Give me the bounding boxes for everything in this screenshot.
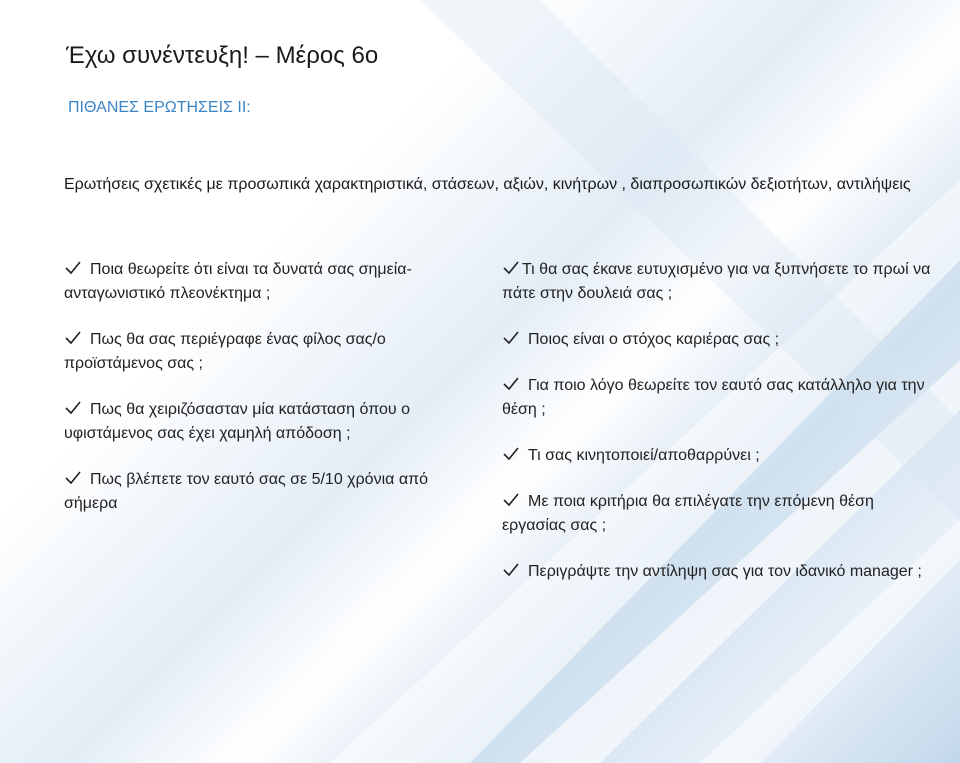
checkmark-icon — [64, 470, 82, 486]
question-item — [502, 328, 942, 352]
question-item — [502, 490, 942, 538]
question-text: Τι θα σας έκανε ευτυχισμένο για να ξυπνήσετε το πρωί να πάτε στην δουλειά σας ; — [502, 261, 931, 302]
checkmark-icon — [502, 376, 520, 392]
question-item — [64, 328, 444, 376]
checkmark-icon — [64, 330, 82, 346]
question-item — [502, 444, 942, 468]
question-item — [502, 560, 942, 584]
checkmark-icon — [502, 492, 520, 508]
question-text: Περιγράψτε την αντίληψη σας για τον ιδανικό manager ; — [528, 563, 922, 580]
question-item — [64, 258, 444, 306]
checkmark-icon — [64, 260, 82, 276]
checkmark-icon — [502, 330, 520, 346]
question-text: Για ποιο λόγο θεωρείτε τον εαυτό σας κατάλληλο για την θέση ; — [502, 377, 925, 418]
question-item — [502, 374, 942, 422]
checkmark-icon — [502, 562, 520, 578]
intro-text: Ερωτήσεις σχετικές με προσωπικά χαρακτηριστικά, στάσεων, αξιών, κινήτρων , διαπροσωπικών δεξιοτήτων, αντιλήψεις — [64, 176, 911, 193]
slide-title: Έχω συνέντευξη! – Μέρος 6ο — [66, 42, 379, 69]
question-text: Ποια θεωρείτε ότι είναι τα δυνατά σας σημεία-ανταγωνιστικό πλεονέκτημα ; — [64, 261, 412, 302]
question-item — [64, 398, 444, 446]
question-text: Τι σας κινητοποιεί/αποθαρρύνει ; — [528, 447, 760, 464]
question-text: Ποιος είναι ο στόχος καριέρας σας ; — [528, 331, 780, 348]
question-text: Με ποια κριτήρια θα επιλέγατε την επόμενη θέση εργασίας σας ; — [502, 493, 874, 534]
question-text: Πως θα χειριζόσασταν μία κατάσταση όπου ο υφιστάμενος σας έχει χαμηλή απόδοση ; — [64, 401, 410, 442]
checkmark-icon — [64, 400, 82, 416]
question-text: Πως βλέπετε τον εαυτό σας σε 5/10 χρόνια από σήμερα — [64, 471, 428, 512]
checkmark-icon — [502, 446, 520, 462]
checkmark-icon — [502, 260, 520, 276]
question-item — [64, 468, 444, 516]
left-question-list — [64, 258, 444, 516]
right-question-list — [502, 258, 942, 584]
question-text: Πως θα σας περιέγραφε ένας φίλος σας/ο προϊστάμενος σας ; — [64, 331, 386, 372]
slide-subtitle: ΠΙΘΑΝΕΣ ΕΡΩΤΗΣΕΙΣ ΙΙ: — [68, 99, 251, 116]
question-item — [502, 258, 942, 306]
